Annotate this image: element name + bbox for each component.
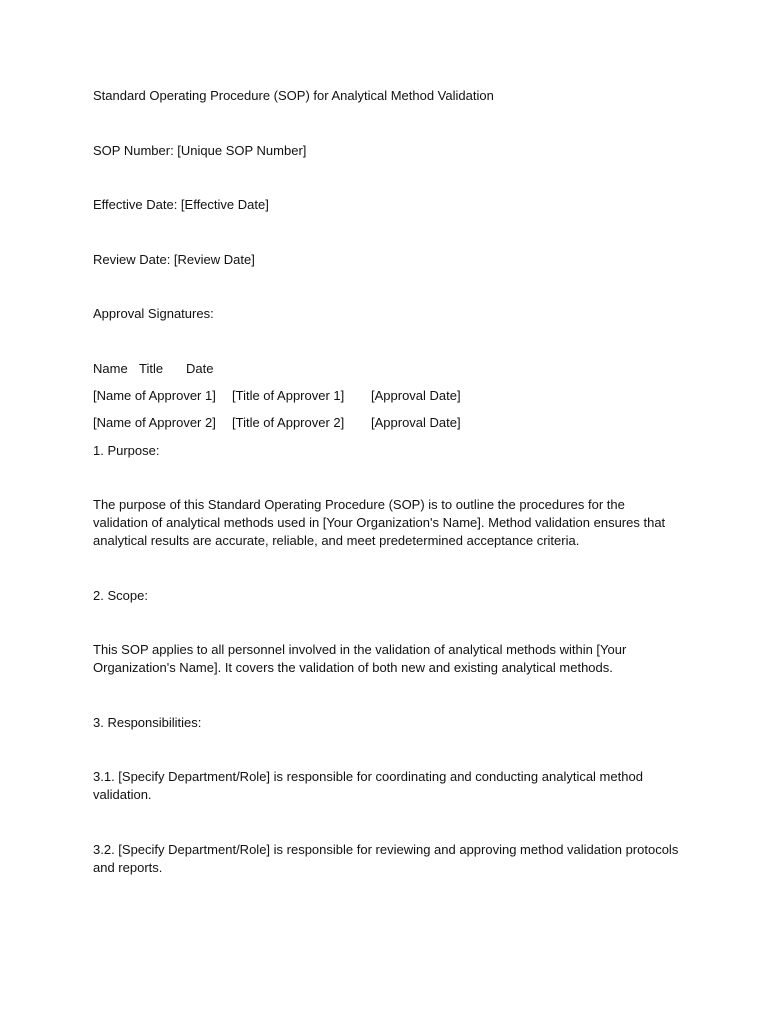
approval-heading: Approval Signatures: — [93, 306, 214, 321]
responsibility-item: 3.2. [Specify Department/Role] is responsible for reviewing and approving method validation protocols and reports. — [93, 842, 679, 875]
sop-number: SOP Number: [Unique SOP Number] — [93, 143, 307, 158]
responsibility-item: 3.1. [Specify Department/Role] is responsible for coordinating and conducting analytical method validation. — [93, 769, 643, 802]
approval-table-header — [93, 360, 213, 378]
purpose-heading: 1. Purpose: — [93, 443, 160, 458]
approval-date: [Approval Date] — [371, 415, 461, 430]
effective-date: Effective Date: [Effective Date] — [93, 197, 269, 212]
document-title: Standard Operating Procedure (SOP) for Analytical Method Validation — [93, 88, 494, 103]
approver-name: [Name of Approver 1] — [93, 388, 216, 403]
approval-table-row — [93, 414, 461, 432]
approval-table-row — [93, 387, 461, 405]
approval-date: [Approval Date] — [371, 388, 461, 403]
responsibilities-heading: 3. Responsibilities: — [93, 715, 202, 730]
header-title: Title — [139, 361, 164, 376]
scope-heading: 2. Scope: — [93, 588, 148, 603]
approver-title: [Title of Approver 1] — [232, 388, 345, 403]
approver-name: [Name of Approver 2] — [93, 415, 216, 430]
header-name: Name — [93, 361, 128, 376]
purpose-body: The purpose of this Standard Operating Procedure (SOP) is to outline the procedures for the validation of analytical methods used in [Your Organization's Name]. Method validation ensures that analytical results are accurate, reliable, and meet predetermined acceptance criteria. — [93, 497, 666, 548]
approver-title: [Title of Approver 2] — [232, 415, 345, 430]
scope-body: This SOP applies to all personnel involved in the validation of analytical methods within [Your Organization's Name]. It covers the validation of both new and existing analytical methods. — [93, 642, 627, 675]
header-date: Date — [186, 361, 214, 376]
review-date: Review Date: [Review Date] — [93, 252, 255, 267]
